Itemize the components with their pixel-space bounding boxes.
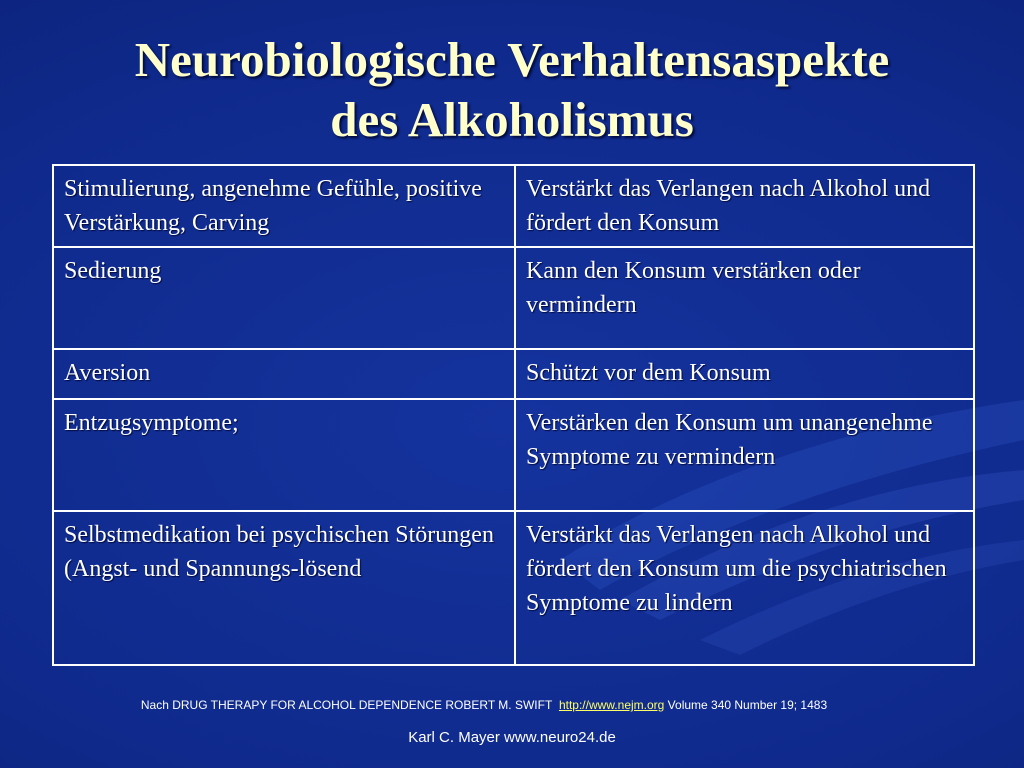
slide-title-line-1: Neurobiologische Verhaltensaspekte bbox=[134, 32, 890, 87]
effect-cell: Schützt vor dem Konsum bbox=[515, 349, 974, 399]
table-row bbox=[53, 247, 974, 349]
effect-cell: Kann den Konsum verstärken oder vermindern bbox=[515, 247, 974, 349]
aspects-table bbox=[52, 164, 975, 666]
table-row bbox=[53, 511, 974, 665]
source-citation-prefix: Nach DRUG THERAPY FOR ALCOHOL DEPENDENCE ROBERT M. SWIFT bbox=[140, 698, 553, 712]
source-citation-suffix: Volume 340 Number 19; 1483 bbox=[667, 698, 828, 712]
table-row bbox=[53, 165, 974, 247]
effect-cell: Verstärkt das Verlangen nach Alkohol und fördert den Konsum um die psychiatrischen Symptome zu lindern bbox=[515, 511, 974, 665]
aspect-cell: Stimulierung, angenehme Gefühle, positive Verstärkung, Carving bbox=[53, 165, 515, 247]
effect-cell: Verstärken den Konsum um unangenehme Symptome zu vermindern bbox=[515, 399, 974, 511]
footer-author: Karl C. Mayer www.neuro24.de bbox=[408, 729, 616, 746]
aspect-cell: Selbstmedikation bei psychischen Störungen (Angst- und Spannungs-lösend bbox=[53, 511, 515, 665]
aspect-cell: Aversion bbox=[53, 349, 515, 399]
aspect-cell: Entzugsymptome; bbox=[53, 399, 515, 511]
effect-cell: Verstärkt das Verlangen nach Alkohol und fördert den Konsum bbox=[515, 165, 974, 247]
nejm-link[interactable]: http://www.nejm.org bbox=[558, 698, 665, 712]
table-row bbox=[53, 349, 974, 399]
slide-title-line-2: des Alkoholismus bbox=[330, 92, 694, 147]
aspect-cell: Sedierung bbox=[53, 247, 515, 349]
table-row bbox=[53, 399, 974, 511]
slide-title bbox=[0, 30, 1024, 150]
source-citation bbox=[0, 697, 968, 713]
